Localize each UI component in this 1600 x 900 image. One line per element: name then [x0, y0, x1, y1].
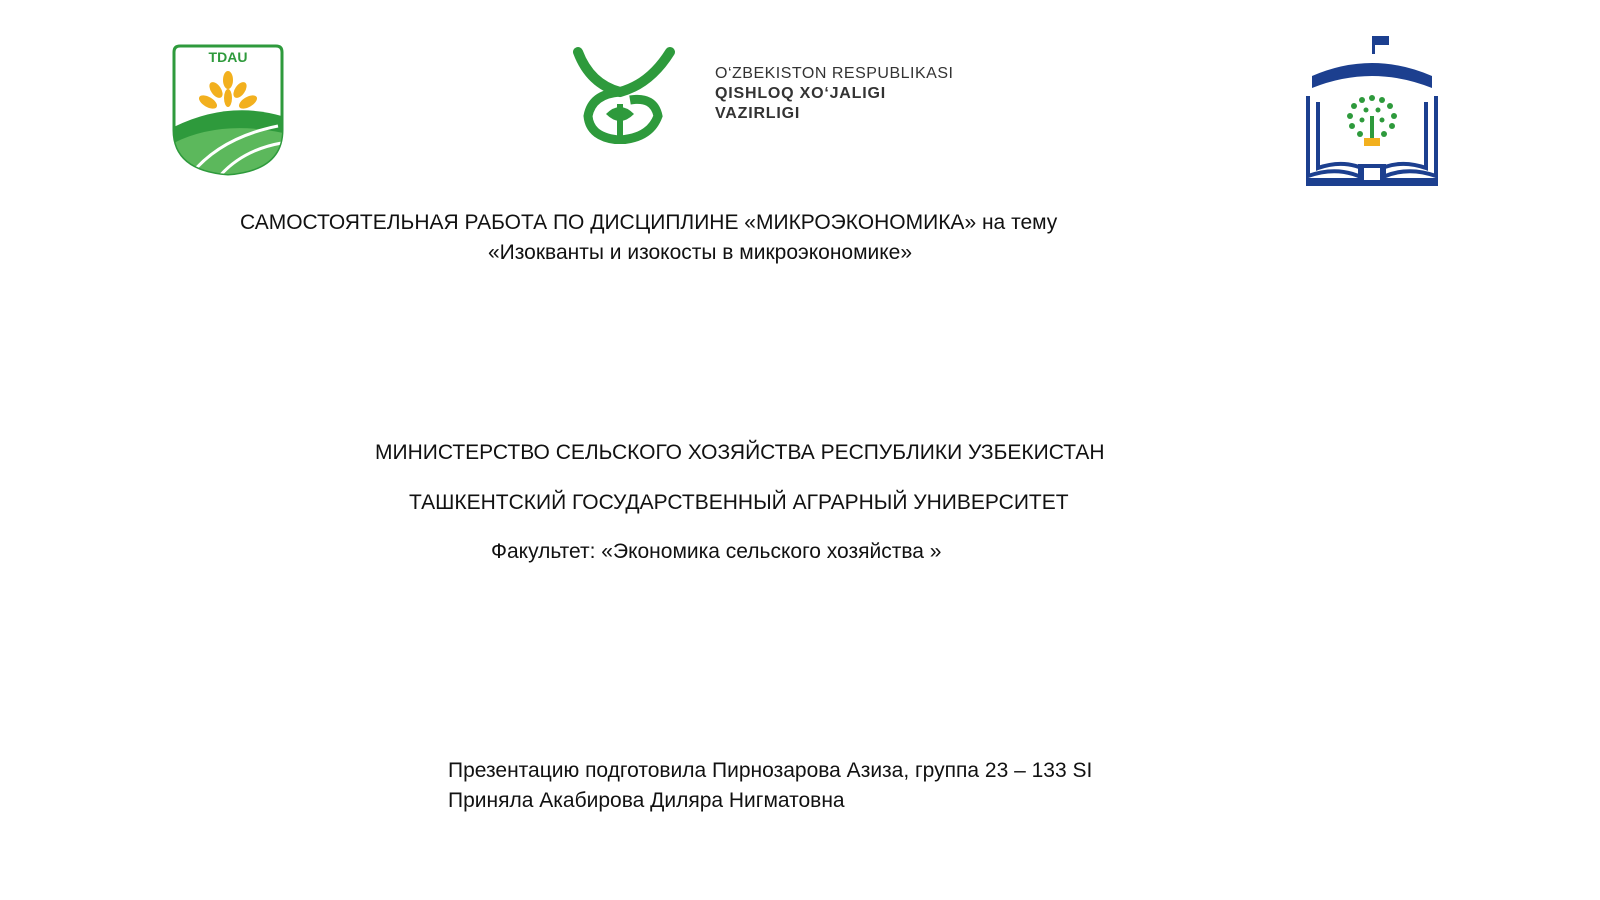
ministry-logo-line-1: O‘ZBEKISTON RESPUBLIKASI	[715, 65, 954, 82]
work-title-line-2: «Изокванты и изокосты в микроэкономике»	[488, 241, 913, 264]
faculty-name: Факультет: «Экономика сельского хозяйства »	[491, 540, 942, 563]
accepted-by: Приняла Акабирова Диляра Нигматовна	[448, 789, 845, 812]
university-name: ТАШКЕНТСКИЙ ГОСУДАРСТВЕННЫЙ АГРАРНЫЙ УНИВЕРСИТЕТ	[409, 491, 1069, 514]
ministry-logo-text	[715, 64, 1015, 124]
ministry-logo-line-2: QISHLOQ XO‘JALIGI	[715, 85, 886, 102]
ministry-logo	[570, 44, 680, 144]
tdau-logo	[168, 38, 288, 178]
work-title-line-1: САМОСТОЯТЕЛЬНАЯ РАБОТА ПО ДИСЦИПЛИНЕ «МИКРОЭКОНОМИКА» на тему	[240, 211, 1058, 234]
tdau-logo-text: TDAU	[208, 49, 248, 65]
presentation-author: Презентацию подготовила Пирнозарова Азиза, группа 23 – 133 SI	[448, 759, 1093, 782]
education-ministry-logo	[1302, 36, 1442, 188]
ministry-logo-line-3: VAZIRLIGI	[715, 105, 801, 122]
ministry-name: МИНИСТЕРСТВО СЕЛЬСКОГО ХОЗЯЙСТВА РЕСПУБЛИКИ УЗБЕКИСТАН	[375, 441, 1105, 464]
